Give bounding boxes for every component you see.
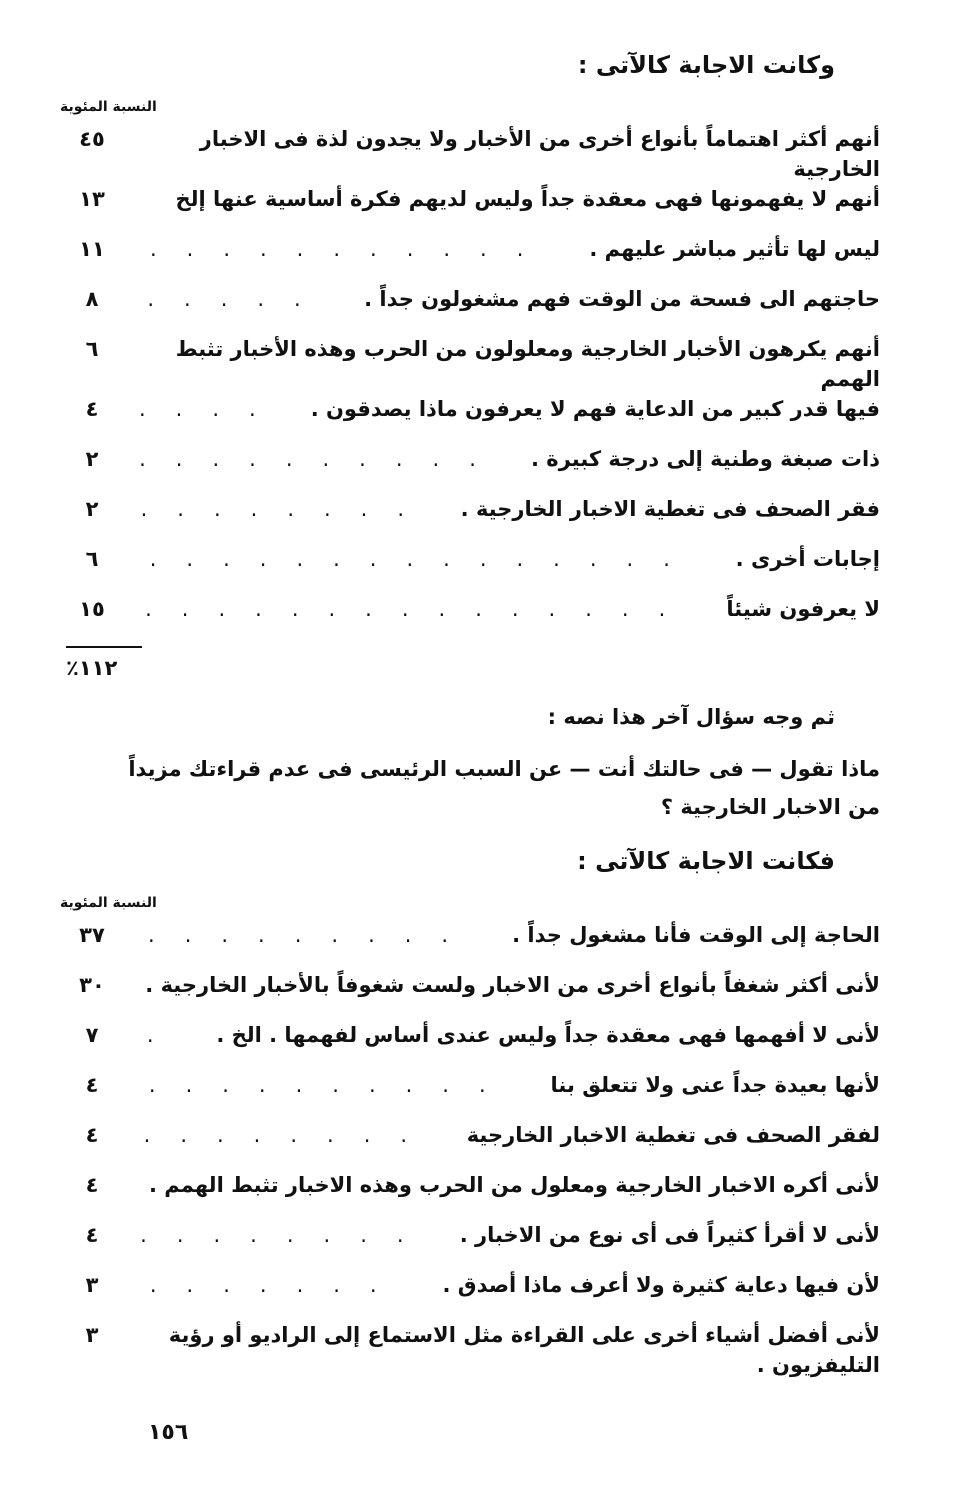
table-row (60, 394, 880, 444)
row-value: ٤ (85, 397, 99, 421)
table-row (60, 184, 880, 234)
row-value: ٦ (85, 547, 99, 571)
row-value: ٨ (85, 287, 99, 311)
row-text: الحاجة إلى الوقت فأنا مشغول جداً . (512, 923, 880, 947)
leader-dots: ......... (148, 923, 479, 947)
leader-dots: ........... (149, 237, 554, 261)
table-row (60, 444, 880, 494)
table-row (60, 124, 880, 184)
page-number: ١٥٦ (148, 1420, 189, 1445)
row-value: ٣٠ (79, 973, 105, 997)
table-row (60, 920, 880, 970)
question-line1: ماذا تقول — فى حالتك أنت — عن السبب الرئيسى فى عدم قراءتك مزيداً (128, 757, 880, 781)
leader-dots: ..... (147, 287, 331, 311)
table-row (60, 494, 880, 544)
section1-column-header: النسبة المئوية (60, 99, 157, 115)
table-row (60, 1220, 880, 1270)
row-value: ١٣ (79, 187, 105, 211)
row-text: لا يعرفون شيئاً (726, 597, 880, 621)
row-value: ٤٥ (79, 127, 105, 151)
row-value: ٢ (85, 497, 99, 521)
row-text: لأنها بعيدة جداً عنى ولا تتعلق بنا (550, 1073, 880, 1097)
table-row (60, 334, 880, 394)
row-text: لأن فيها دعاية كثيرة ولا أعرف ماذا أصدق . (442, 1273, 880, 1297)
row-value: ٦ (85, 337, 99, 361)
row-text: لأنى لا أفهمها فهى معقدة جداً وليس عندى أساس لفهمها . الخ . (216, 1023, 880, 1047)
row-value: ٤ (85, 1123, 99, 1147)
row-text: لأنى لا أقرأ كثيراً فى أى نوع من الاخبار . (459, 1223, 880, 1247)
section1-table (60, 124, 880, 644)
leader-dots: ........ (143, 1123, 438, 1147)
table-row (60, 1120, 880, 1170)
row-text: لأنى أفضل أشياء أخرى على القراءة مثل الاستماع إلى الراديو أو رؤية التليفزيون . (168, 1323, 880, 1377)
table-row (60, 970, 880, 1020)
table-row (60, 594, 880, 644)
section1-title: وكانت الاجابة كالآتى : (577, 51, 835, 79)
row-text: لأنى أكثر شغفاً بأنواع أخرى من الاخبار ولست شغوفاً بالأخبار الخارجية . (145, 973, 880, 997)
leader-dots: .......... (139, 447, 506, 471)
row-value: ١٥ (79, 597, 105, 621)
leader-dots: ........ (140, 497, 435, 521)
leader-dots: ........ (140, 1223, 434, 1247)
row-value: ٤ (85, 1223, 99, 1247)
row-value: ٧ (85, 1023, 99, 1047)
leader-dots: . (146, 1023, 184, 1047)
total-rule (66, 646, 142, 648)
leader-dots: .... (139, 397, 286, 421)
row-value: ١١ (79, 237, 105, 261)
row-value: ٢ (85, 447, 99, 471)
row-text: لفقر الصحف فى تغطية الاخبار الخارجية (466, 1123, 880, 1147)
leader-dots: .......... (148, 1073, 516, 1097)
section2-title: فكانت الاجابة كالآتى : (577, 847, 835, 875)
row-text: حاجتهم الى فسحة من الوقت فهم مشغولون جداً . (364, 287, 880, 311)
table-row (60, 1270, 880, 1320)
row-text: فيها قدر كبير من الدعاية فهم لا يعرفون ماذا يصدقون . (310, 397, 880, 421)
leader-dots: ............... (149, 547, 700, 571)
table-row (60, 284, 880, 334)
row-text: ليس لها تأثير مباشر عليهم . (589, 237, 880, 261)
table-row (60, 1020, 880, 1070)
leader-dots: ............... (145, 597, 696, 621)
row-text: لأنى أكره الاخبار الخارجية ومعلول من الحرب وهذه الاخبار تثبط الهمم . (148, 1173, 880, 1197)
row-value: ٣ (85, 1273, 99, 1297)
table-row (60, 544, 880, 594)
section2-column-header: النسبة المئوية (60, 895, 157, 911)
row-value: ٣٧ (79, 923, 105, 947)
question-line2: من الاخبار الخارجية ؟ (660, 795, 880, 819)
table-row (60, 1070, 880, 1120)
row-text: إجابات أخرى . (735, 547, 880, 571)
row-text: أنهم أكثر اهتماماً بأنواع أخرى من الأخبار ولا يجدون لذة فى الاخبار الخارجية (199, 127, 880, 181)
question-intro: ثم وجه سؤال آخر هذا نصه : (547, 705, 835, 729)
table-row (60, 234, 880, 284)
row-value: ٤ (85, 1073, 99, 1097)
section1-total: ٪١١٢ (66, 656, 118, 680)
row-value: ٣ (85, 1323, 99, 1347)
section2-table (60, 920, 880, 1380)
table-row (60, 1320, 880, 1380)
row-text: فقر الصحف فى تغطية الاخبار الخارجية . (460, 497, 880, 521)
leader-dots: ....... (149, 1273, 407, 1297)
table-row (60, 1170, 880, 1220)
row-value: ٤ (85, 1173, 99, 1197)
row-text: ذات صبغة وطنية إلى درجة كبيرة . (531, 447, 880, 471)
row-text: أنهم يكرهون الأخبار الخارجية ومعلولون من الحرب وهذه الأخبار تثبط الهمم (175, 337, 880, 391)
row-text: أنهم لا يفهمونها فهى معقدة جداً وليس لديهم فكرة أساسية عنها إلخ (175, 187, 880, 211)
